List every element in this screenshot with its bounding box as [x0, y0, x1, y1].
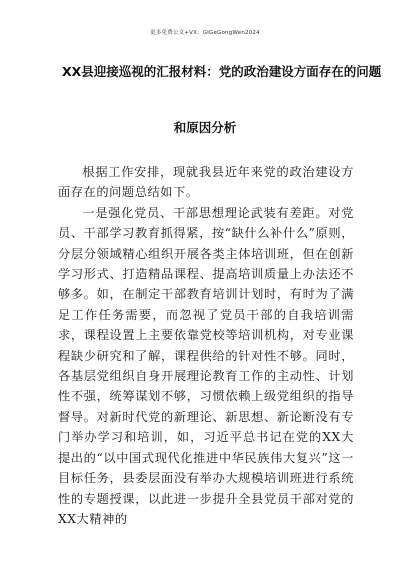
document-title: XX县迎接巡视的汇报材料：党的政治建设方面存在的问题 [62, 64, 382, 79]
header-watermark: 更多免费公文+VX：GiGeGongWen2024 [150, 30, 260, 36]
paragraph-intro: 根据工作安排，现就我县近年来党的政治建设方面存在的问题总结如下。 [58, 165, 354, 200]
paragraph-point-one: 一是强化党员、干部思想理论武装有差距。对党员、干部学习教育抓得紧，按“缺什么补什么”原则，分层分领域精心组织开展各类主体培训班，但在创新学习形式、打造精品课程、提高培训质量上办法还不够多。如，在制定干部教育培训计划时，有时为了满足工作任务需要，而忽视了党员干部的自我培训需求，课程设置上主要依靠党校等培训机构，对专业课程缺少研究和了解，课程供给的针对性不够。同时，各基层党组织自身开展理论教育工作的主动性、计划性不强，统筹谋划不够，习惯依赖上级党组织的指导督导。对新时代党的新理论、新思想、新论断没有专门举办学习和培训，如，习近平总书记在党的XX大提出的“以中国式现代化推进中华民族伟大复兴”这一目标任务，县委层面没有举办大规模培训班进行系统性的专题授课，以此进一步提升全县党员干部对党的XX大精神的 [58, 205, 354, 526]
document-subtitle: 和原因分析 [173, 120, 237, 135]
document-body [58, 162, 354, 529]
